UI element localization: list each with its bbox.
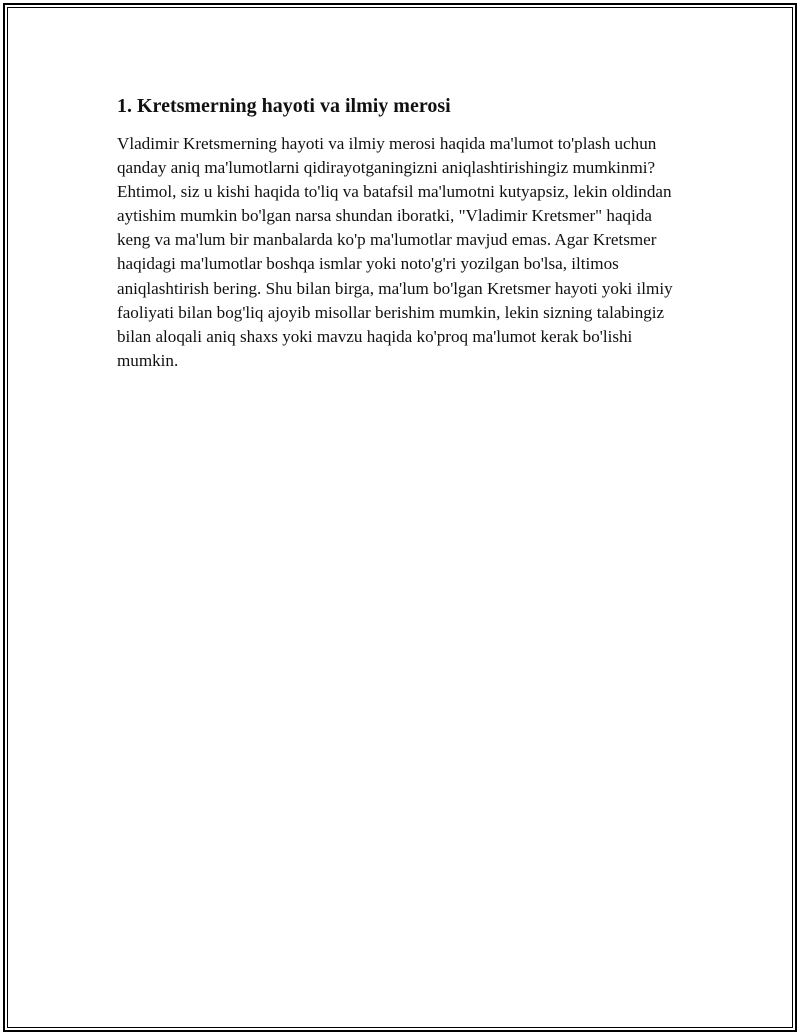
document-content <box>117 93 683 373</box>
section-paragraph: Vladimir Kretsmerning hayoti va ilmiy merosi haqida ma'lumot to'plash uchun qanday aniq ma'lumotlarni qidirayotganingizni aniqlashtirishingiz mumkinmi? Ehtimol, siz u kishi haqida to'liq va batafsil ma'lumotni kutyapsiz, lekin oldindan aytishim mumkin bo'lgan narsa shundan iboratki, "Vladimir Kretsmer" haqida keng va ma'lum bir manbalarda ko'p ma'lumotlar mavjud emas. Agar Kretsmer haqidagi ma'lumotlar boshqa ismlar yoki noto'g'ri yozilgan bo'lsa, iltimos aniqlashtirish bering. Shu bilan birga, ma'lum bo'lgan Kretsmer hayoti yoki ilmiy faoliyati bilan bog'liq ajoyib misollar berishim mumkin, lekin sizning talabingiz bilan aloqali aniq shaxs yoki mavzu haqida ko'proq ma'lumot kerak bo'lishi mumkin. <box>117 134 673 370</box>
section-heading: 1. Kretsmerning hayoti va ilmiy merosi <box>117 95 451 117</box>
